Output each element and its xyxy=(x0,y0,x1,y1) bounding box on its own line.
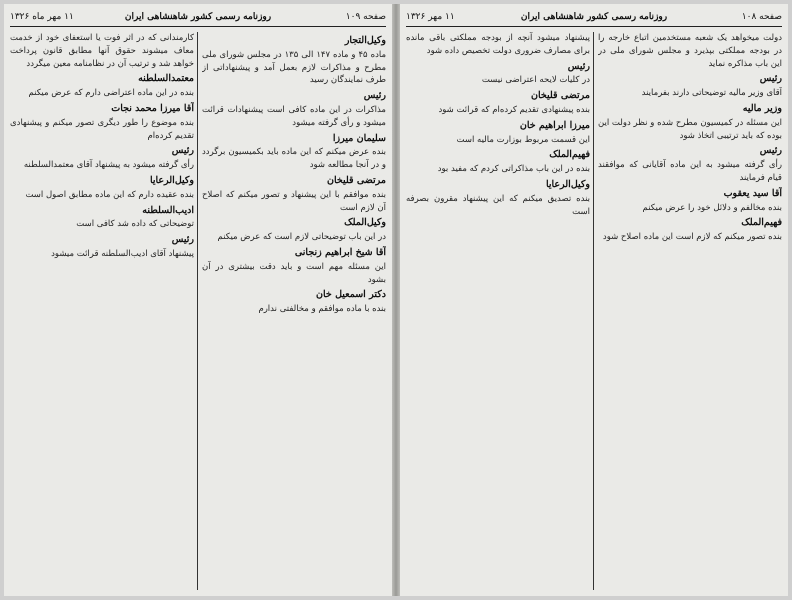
paragraph-text: بنده موافقم با این پیشنهاد و تصور میکنم که اصلاح آن لازم است xyxy=(202,189,386,213)
speaker-heading: رئیس xyxy=(171,234,194,246)
paragraph-text: این قسمت مربوط بوزارت مالیه است xyxy=(456,134,590,145)
speaker-heading: وکیل‌الملک xyxy=(344,217,386,229)
speaker-heading: میرزا ابراهیم خان xyxy=(519,119,590,131)
column-divider xyxy=(197,32,198,590)
paragraph-text: این مسئله در کمیسیون مطرح شده و نظر دولت این بوده که باید ترتیبی اتخاذ شود xyxy=(598,117,782,141)
left-page-number: صفحه ۱۰۹ xyxy=(345,12,386,22)
right-page-column-left xyxy=(406,32,590,590)
paragraph-text: بنده تصدیق میکنم که این پیشنهاد مقرون بصرفه است xyxy=(406,193,590,217)
left-page-column-right xyxy=(202,32,386,590)
speaker-heading: آقا میرزا محمد نجات xyxy=(111,102,194,114)
speaker-heading: فهیم‌الملک xyxy=(741,217,782,229)
column-divider xyxy=(593,32,594,590)
paragraph-text: بنده در این باب مذاکراتی کردم که مفید بود xyxy=(437,164,590,175)
paragraph-text: در کلیات لایحه اعتراضی نیست xyxy=(481,75,590,86)
speaker-heading: رئیس xyxy=(759,145,782,157)
paragraph-text: پیشنهاد میشود آنچه از بودجه مملکتی باقی مانده برای مصارف ضروری دولت تخصیص داده شود xyxy=(406,33,590,56)
right-page-title: روزنامه رسمی کشور شاهنشاهی ایران xyxy=(520,12,668,22)
paragraph-text: بنده عقیده دارم که این ماده مطابق اصول است xyxy=(25,189,194,200)
paragraph-text: بنده پیشنهادی تقدیم کرده‌ام که قرائت شود xyxy=(438,104,590,115)
speaker-heading: آقا شیخ ابراهیم زنجانی xyxy=(294,246,386,258)
paragraph-text: دولت میخواهد یک شعبه مستخدمین اتباع خارجه را در بودجه مملکتی بپذیرد و مجلس شورای ملی در این باب مذاکره نماید xyxy=(598,33,782,69)
speaker-heading: وکیل‌التجار xyxy=(344,35,386,46)
speaker-heading: رئیس xyxy=(171,145,194,157)
speaker-heading: سلیمان میرزا xyxy=(332,132,386,144)
paragraph-text: بنده در این ماده اعتراضی دارم که عرض میکنم xyxy=(28,88,194,99)
paragraph-text: این مسئله مهم است و باید دقت بیشتری در آن بشود xyxy=(202,261,386,285)
paragraph-text: بنده با ماده موافقم و مخالفتی ندارم xyxy=(258,304,386,315)
right-page-header xyxy=(406,10,782,27)
speaker-heading: فهیم‌الملک xyxy=(549,149,590,161)
speaker-heading: آقا سید یعقوب xyxy=(723,187,782,199)
speaker-heading: مرتضی قلیخان xyxy=(327,174,386,186)
book-gutter xyxy=(392,4,400,596)
speaker-heading: رئیس xyxy=(759,73,782,85)
speaker-heading: وکیل‌الرعایا xyxy=(545,178,590,190)
paragraph-text: بنده مخالفم و دلائل خود را عرض میکنم xyxy=(642,202,782,213)
left-page-columns xyxy=(10,32,386,590)
left-page-date: ۱۱ مهر ماه ۱۳۲۶ xyxy=(10,12,74,22)
speaker-heading: مرتضی قلیخان xyxy=(531,90,590,102)
paragraph-text: رأی گرفته میشود به پیشنهاد آقای معتمدالسلطنه xyxy=(23,160,194,171)
left-page xyxy=(4,4,392,596)
left-page-header xyxy=(10,10,386,27)
paragraph-text: بنده عرض میکنم که این ماده باید بکمیسیون برگردد و در آنجا مطالعه شود xyxy=(202,147,386,171)
speaker-heading: دکتر اسمعیل خان xyxy=(316,289,386,301)
paragraph-text: بنده موضوع را طور دیگری تصور میکنم و پیشنهادی تقدیم کرده‌ام xyxy=(10,117,194,141)
paragraph-text: توضیحاتی که داده شد کافی است xyxy=(76,219,194,230)
speaker-heading: رئیس xyxy=(363,90,386,102)
right-page-date: ۱۱ مهر ۱۳۲۶ xyxy=(406,12,455,22)
paragraph-text: ماده ۴۵ و ماده ۱۴۷ الی ۱۳۵ در مجلس شورای ملی مطرح و مذاکرات لازم بعمل آمد و پیشنهاداتی از طرف نمایندگان رسید xyxy=(202,49,386,86)
paragraph-text: پیشنهاد آقای ادیب‌السلطنه قرائت میشود xyxy=(51,248,194,259)
speaker-heading: ادیب‌السلطنه xyxy=(142,204,194,216)
paragraph-text: مذاکرات در این ماده کافی است پیشنهادات قرائت میشود و رأی گرفته میشود xyxy=(202,104,386,128)
right-page-columns xyxy=(406,32,782,590)
right-page xyxy=(400,4,788,596)
left-page-column-left xyxy=(10,32,194,590)
speaker-heading: معتمدالسلطنه xyxy=(138,73,194,85)
paragraph-text: رأی گرفته میشود به این ماده آقایانی که موافقند قیام فرمایند xyxy=(598,160,782,183)
newspaper-spread xyxy=(4,4,788,596)
right-page-column-right xyxy=(598,32,782,590)
paragraph-text: آقای وزیر مالیه توضیحاتی دارند بفرمایند xyxy=(641,88,782,99)
speaker-heading: رئیس xyxy=(567,60,590,72)
paragraph-text: بنده تصور میکنم که لازم است این ماده اصلاح شود xyxy=(602,232,782,243)
right-page-number: صفحه ۱۰۸ xyxy=(741,12,782,22)
left-page-title: روزنامه رسمی کشور شاهنشاهی ایران xyxy=(124,12,272,22)
speaker-heading: وکیل‌الرعایا xyxy=(149,174,194,186)
speaker-heading: وزیر مالیه xyxy=(742,102,782,114)
paragraph-text: کارمندانی که در اثر فوت یا استعفای خود از خدمت معاف میشوند حقوق آنها مطابق قانون پرداخت خواهد شد و ترتیب آن در نظامنامه معین میگردد xyxy=(10,33,194,69)
paragraph-text: در این باب توضیحاتی لازم است که عرض میکنم xyxy=(217,232,386,243)
